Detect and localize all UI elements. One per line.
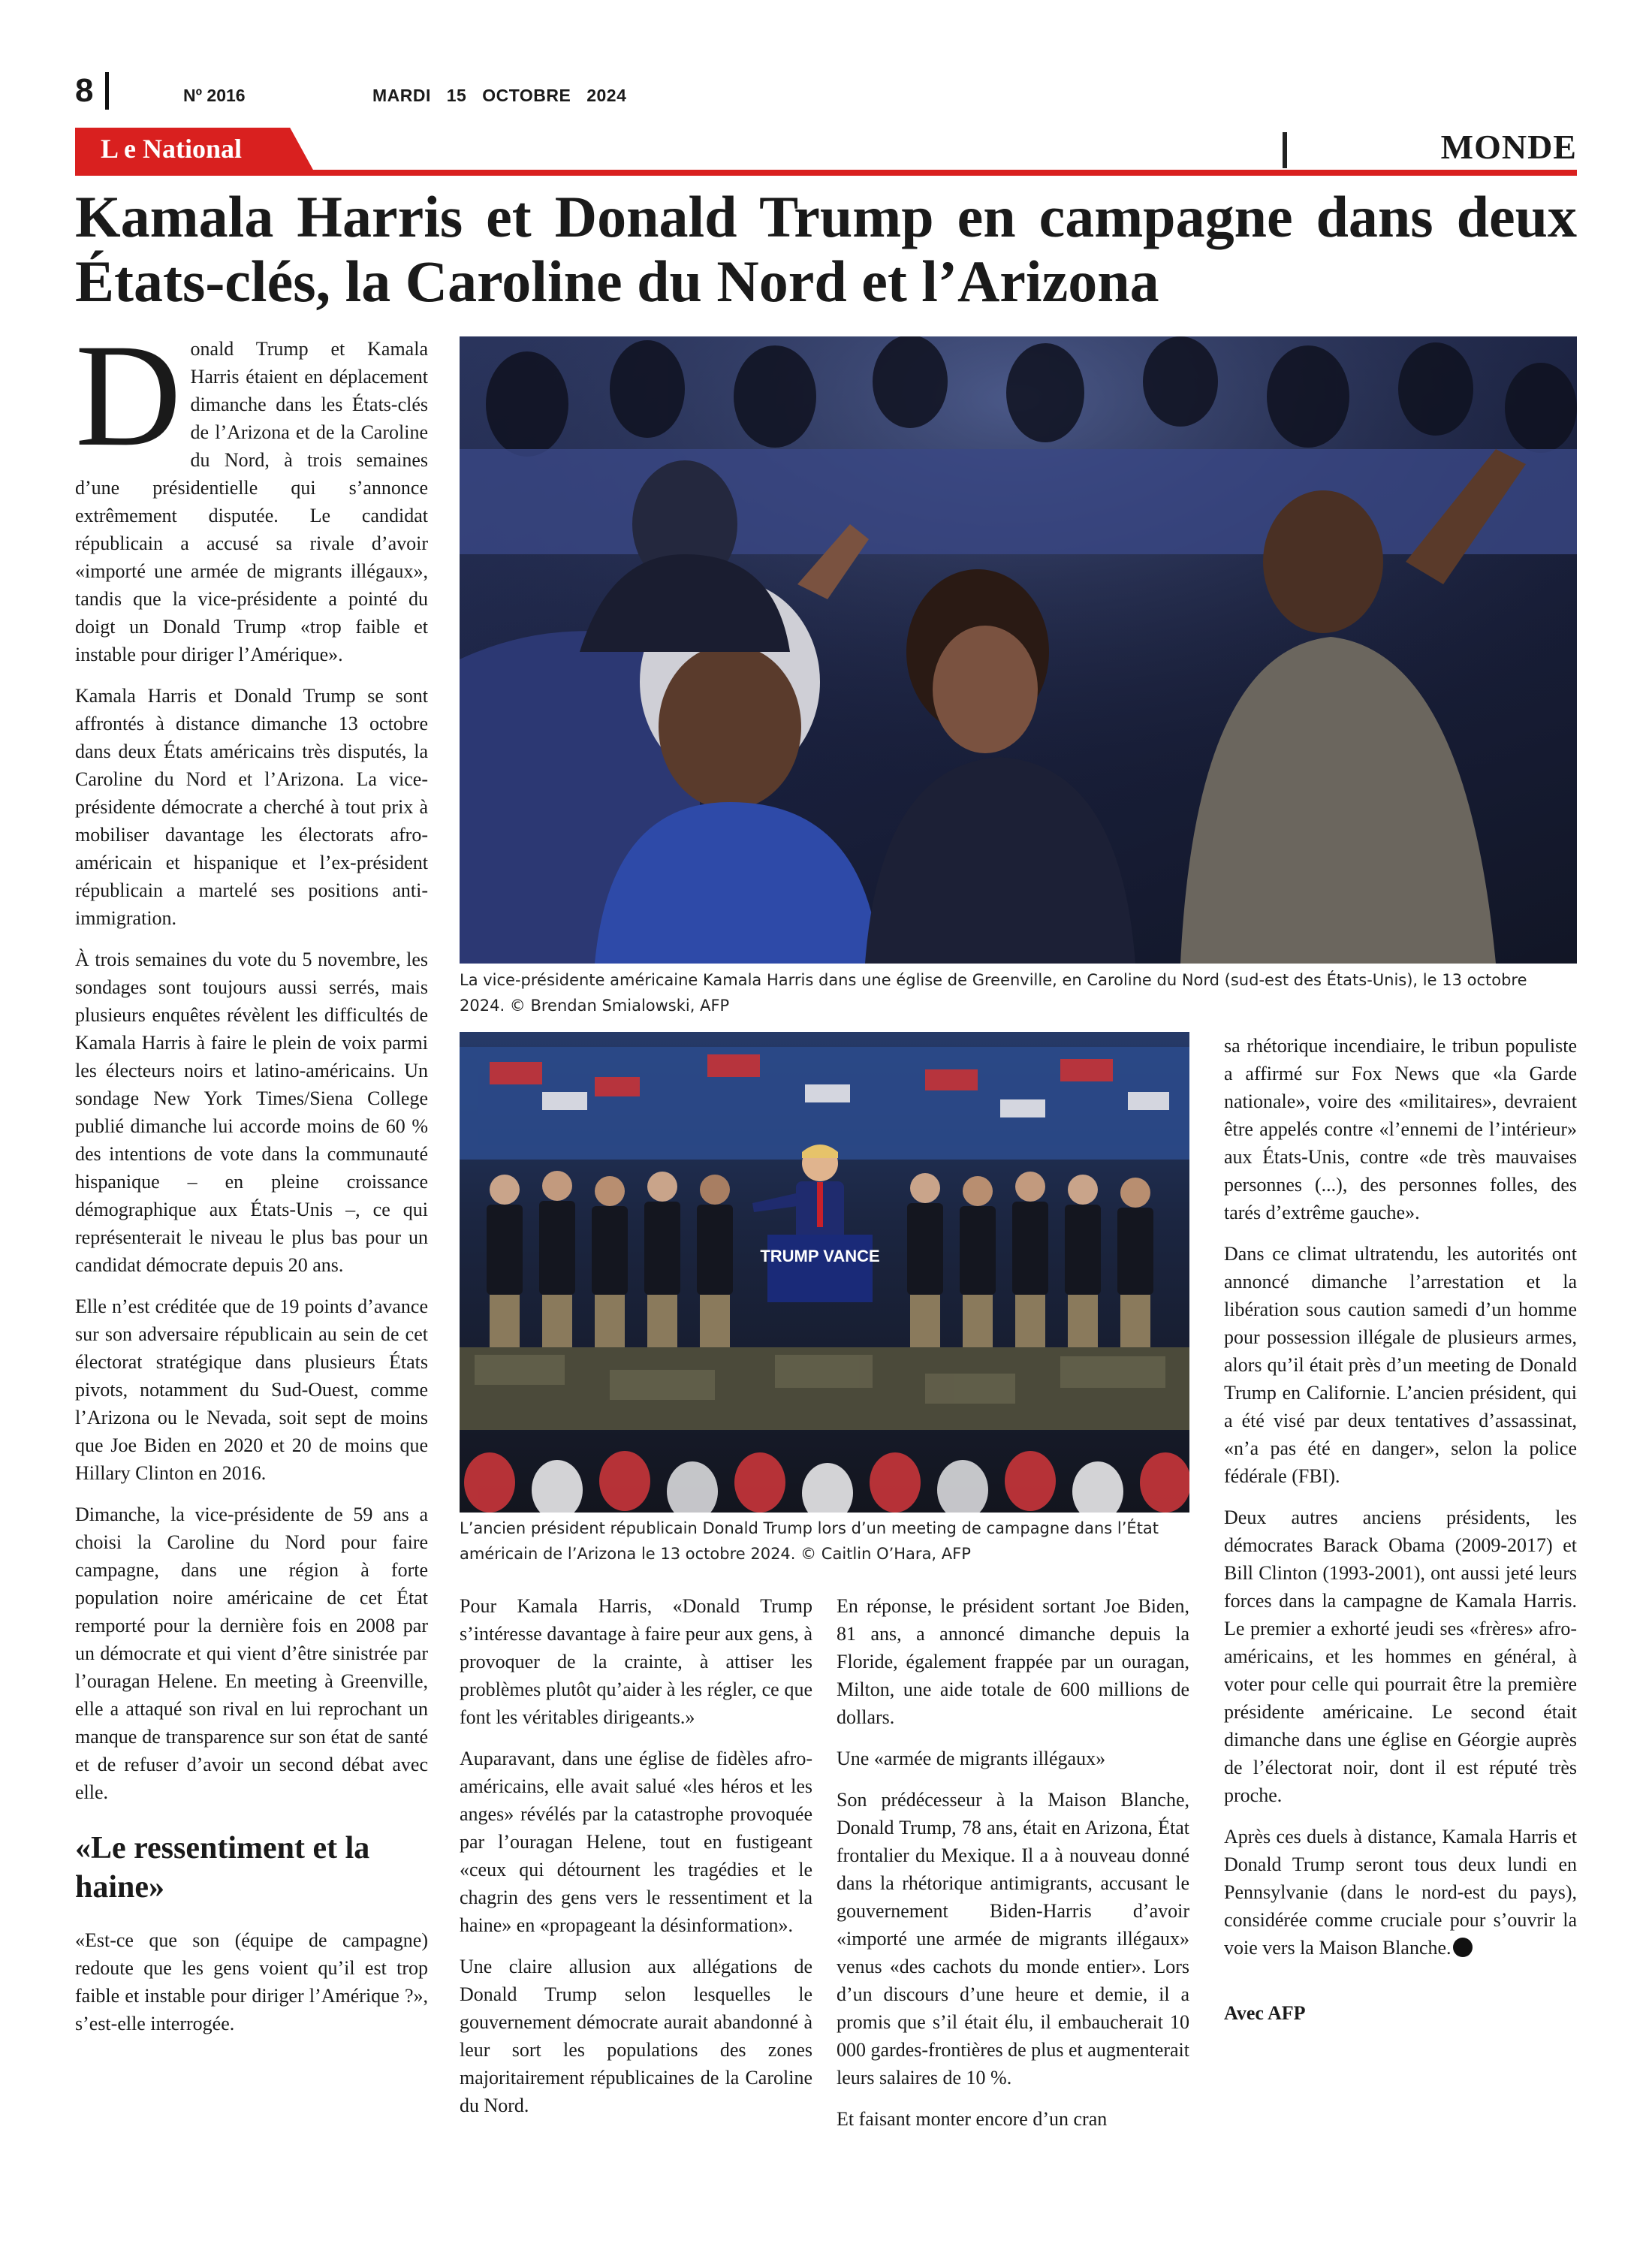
crowd-illustration	[460, 336, 1577, 964]
subheading: «Le ressentiment et la haine»	[75, 1831, 370, 1905]
paragraph: Kamala Harris et Donald Trump se sont affrontés à distance dimanche 13 octobre dans deux États américains très disputés, la Caroline du Nord et l’Arizona. La vice-présidente démocrate a cherché à tout prix à mobiliser davantage les électorats afro-américain et hispanique et l’ex-président républicain a martelé ses positions anti-immigration.	[75, 685, 428, 929]
paragraph: sa rhétorique incendiaire, le tribun populiste a affirmé sur Fox News que «la Garde nationale», voire des «militaires», devraient être appelés contre «l’ennemi de l’intérieur» aux États-Unis, contre «de très mauvaises personnes (...), des personnes folles, des tarés d’extrême gauche».	[1224, 1035, 1577, 1223]
podium	[767, 1235, 873, 1302]
brand-name: L e National	[101, 134, 243, 164]
page-number: 8	[75, 72, 94, 109]
header-rule	[75, 170, 1577, 176]
paragraph: Auparavant, dans une église de fidèles afro-américains, elle avait salué «les héros et les anges» révélés par la catastrophe provoquée par l’ouragan Helene, tout en fustigeant «ceux qui détournent les tragédies et le chagrin des gens vers le ressentiment et la haine» en «propageant la désinformation».	[460, 1748, 812, 1936]
issue-date: MARDI 15 OCTOBRE 2024	[372, 86, 627, 105]
column-4	[1224, 1032, 1577, 2040]
photo-harris-church	[460, 336, 1577, 964]
byline: Avec AFP	[1224, 2002, 1306, 2024]
rally-illustration	[460, 1032, 1189, 1513]
column-1	[75, 314, 428, 2051]
page-number-divider	[105, 72, 109, 110]
issue-number: Nº 2016	[183, 86, 246, 105]
paragraph: Pour Kamala Harris, «Donald Trump s’intéresse davantage à faire peur aux gens, à provoquer de la crainte, à attiser les problèmes plutôt qu’aider à les régler, ce que font les véritables dirigeants.»	[460, 1595, 812, 1728]
subheading: Une «armée de migrants illégaux»	[837, 1748, 1106, 1769]
paragraph: Dans ce climat ultratendu, les autorités ont annoncé dimanche l’arrestation et la libération sous caution samedi d’un homme pour possession illégale de plusieurs armes, alors qu’il était près d’un meeting de Donald Trump en Californie. L’ancien président, qui a été visé par deux tentatives d’assassinat, «n’a pas été en danger», selon la police fédérale (FBI).	[1224, 1243, 1577, 1487]
column-2	[460, 1592, 812, 2133]
end-of-article-icon	[1453, 1938, 1473, 1957]
paragraph: Une claire allusion aux allégations de Donald Trump selon lesquelles le gouvernement démocrate aurait abandonné à leur sort les populations des zones majoritairement républicaines de la Caroline du Nord.	[460, 1956, 812, 2116]
paragraph: «Est-ce que son (équipe de campagne) redoute que les gens voient qu’il est trop faible et instable pour diriger l’Amérique ?», s’est-elle interrogée.	[75, 1929, 428, 2034]
paragraph: Elle n’est créditée que de 19 points d’avance sur son adversaire républicain au sein de cet électorat stratégique dans plusieurs États pivots, notamment du Sud-Ouest, comme l’Arizona ou le Nevada, soit sept de moins que Joe Biden en 2020 et 20 de moins que Hillary Clinton en 2016.	[75, 1295, 428, 1484]
paragraph: À trois semaines du vote du 5 novembre, les sondages sont toujours aussi serrés, mais plusieurs enquêtes révèlent les difficultés de Kamala Harris à faire le plein de voix parmi les électeurs noirs et latino-américains. Un sondage New York Times/Siena College publié dimanche lui accorde moins de 60 % des intentions de vote dans la communauté hispanique – en pleine croissance démographique aux États-Unis –, ce qui représenterait le niveau le plus bas pour un candidat démocrate depuis 20 ans.	[75, 949, 428, 1276]
paragraph: Dimanche, la vice-présidente de 59 ans a choisi la Caroline du Nord pour faire campagne, dans une région à forte population noire américaine de cet État remporté pour la dernière fois en 2008 par un démocrate et qui vient d’être sinistrée par l’ouragan Helene. En meeting à Greenville, elle a attaqué son rival en lui reprochant un manque de transparence sur son état de santé et de refuser d’avoir un second débat avec elle.	[75, 1504, 428, 1803]
paragraph	[1224, 1823, 1577, 1962]
section-label: MONDE	[1440, 128, 1577, 166]
photo-trump-rally	[460, 1032, 1189, 1513]
paragraph: Son prédécesseur à la Maison Blanche, Donald Trump, 78 ans, était en Arizona, État frontalier du Mexique. Il a à nouveau donné dans la rhétorique antimigrants, accusant le gouvernement Biden-Harris d’avoir «importé une armée de migrants illégaux» venus «des cachots du monde entier». Lors d’un discours d’une heure et demie, il a promis que s’il était élu, il embaucherait 10 000 gardes-frontières de plus et augmenterait leurs salaires de 10 %.	[837, 1789, 1189, 2089]
section-divider	[1283, 132, 1287, 168]
paragraph: Deux autres anciens présidents, les démocrates Barack Obama (2009-2017) et Bill Clinton (1993-2001), ont aussi jeté leurs forces dans la campagne de Kamala Harris. Le premier a exhorté jeudi ses «frères» afro-américains, et les hommes en général, à voter pour celle qui pourrait être la première présidente américaine. Le second était dimanche dans une église en Géorgie auprès de l’électorat noir, dont il est réputé très proche.	[1224, 1507, 1577, 1806]
podium-sign: TRUMP VANCE	[760, 1247, 880, 1265]
photo-caption: L’ancien président républicain Donald Trump lors d’un meeting de campagne dans l’État américain de l’Arizona le 13 octobre 2024. © Caitlin O’Hara, AFP	[460, 1519, 1159, 1563]
column-3	[837, 1592, 1189, 2146]
paragraph: Et faisant monter encore d’un cran	[837, 2108, 1108, 2130]
paragraph-text: Après ces duels à distance, Kamala Harris et Donald Trump seront tous deux lundi en Pennsylvanie (dans le nord-est du pays), considérée comme cruciale pour s’ouvrir la voie vers la Maison Blanche.	[1224, 1826, 1577, 1959]
paragraph: En réponse, le président sortant Joe Biden, 81 ans, a annoncé dimanche depuis la Floride, également frappée par un ouragan, Milton, une aide totale de 600 millions de dollars.	[837, 1595, 1189, 1728]
photo-caption: La vice-présidente américaine Kamala Harris dans une église de Greenville, en Caroline du Nord (sud-est des États-Unis), le 13 octobre 2024. © Brendan Smialowski, AFP	[460, 971, 1527, 1015]
drop-cap: D	[75, 314, 182, 477]
headline: Kamala Harris et Donald Trump en campagne dans deux États-clés, la Caroline du Nord et l’Arizona	[75, 184, 1577, 314]
paragraph	[75, 314, 428, 668]
paragraph-text: onald Trump et Kamala Harris étaient en déplacement dimanche dans les États-clés de l’Arizona et de la Caroline du Nord, à trois semaines d’une présidentielle qui s’annonce extrêmement disputée. Le candidat républicain a accusé sa rivale d’avoir «importé une armée de migrants illégaux», tandis que la vice-présidente a pointé du doigt un Donald Trump «trop faible et instable pour diriger l’Amérique».	[75, 338, 428, 665]
